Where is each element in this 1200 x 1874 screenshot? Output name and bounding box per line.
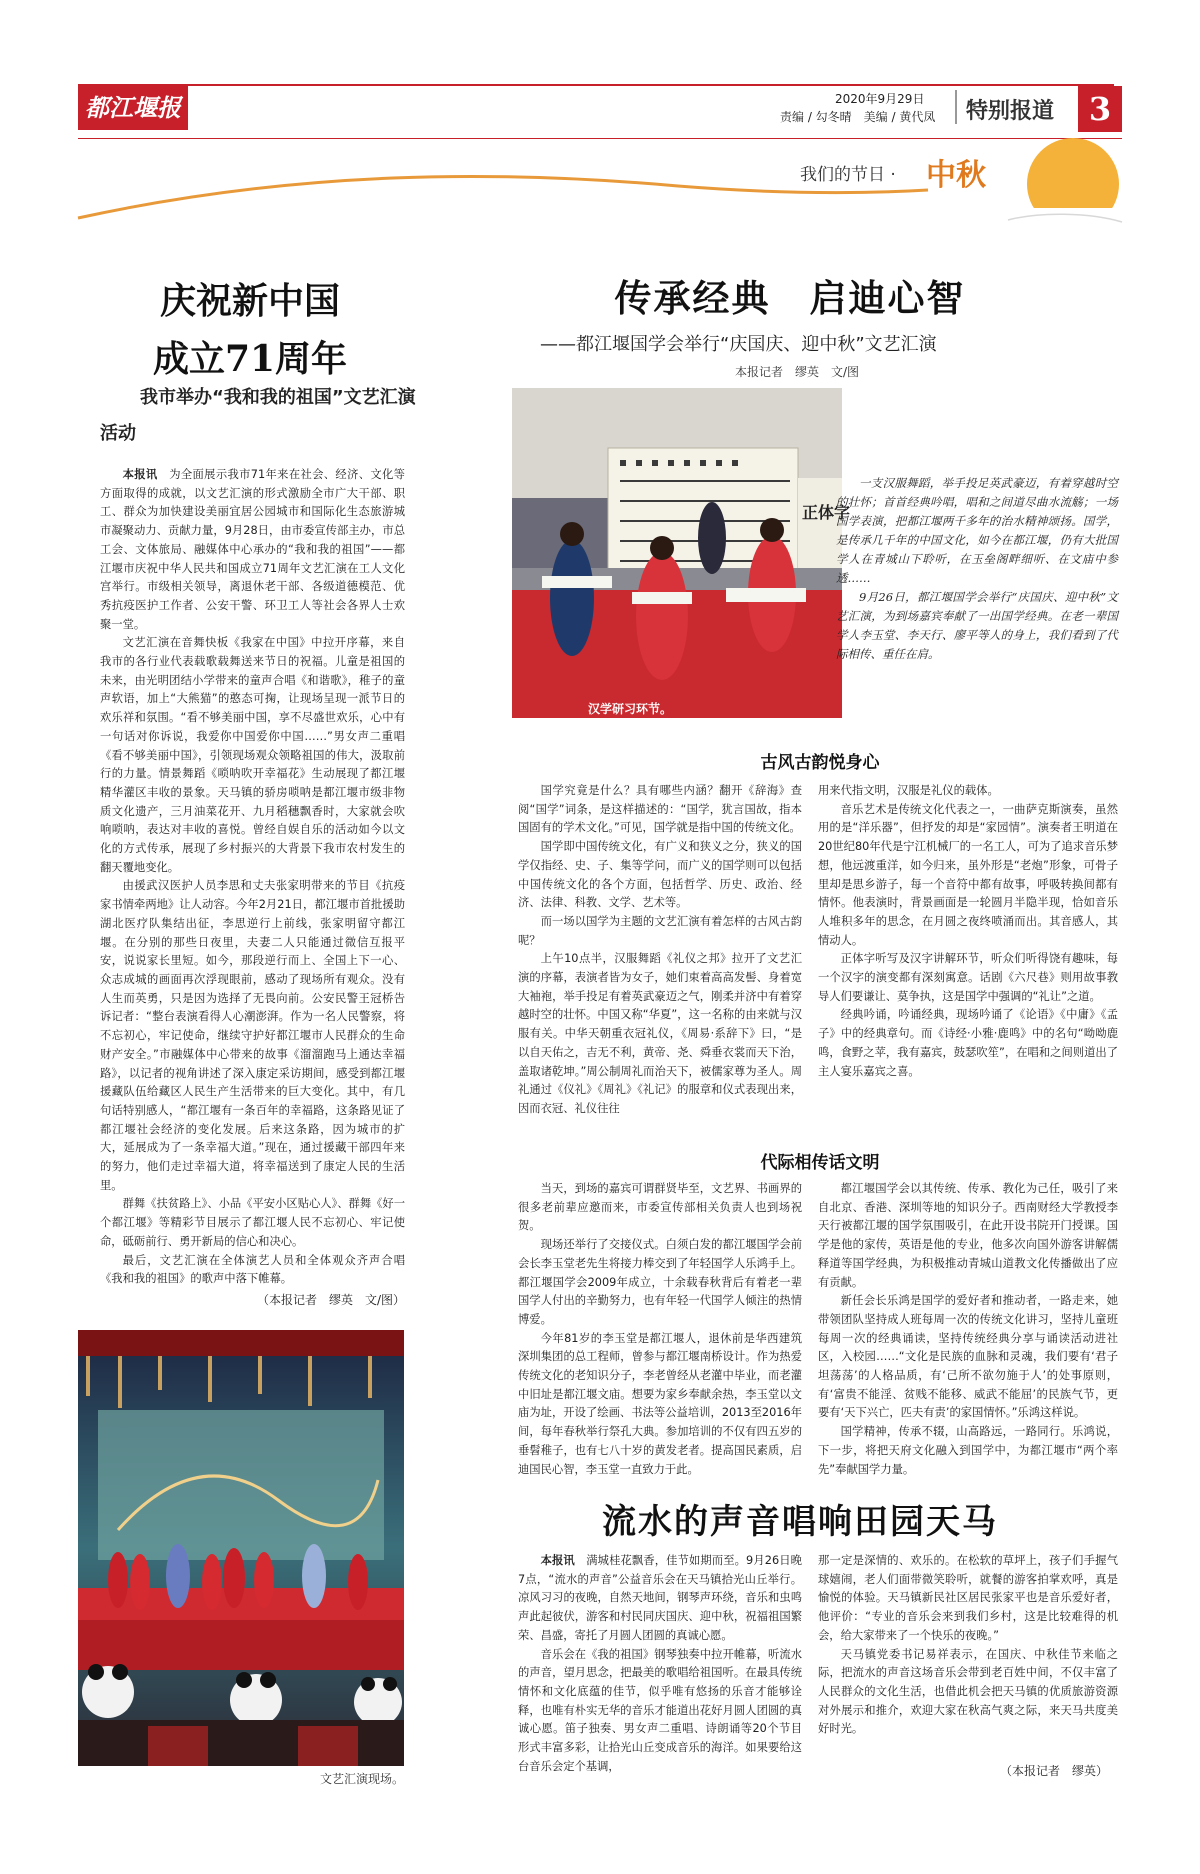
section1-col1	[518, 782, 802, 1119]
moon-mask	[1018, 208, 1122, 238]
section1-col1-p4: 上午10点半，汉服舞蹈《礼仪之邦》拉开了文艺汇演的序幕，表演者皆为女子，她们束着高高发髻、身着宽大袖袍，举手投足有着英武豪迈之气，刚柔并济中有着穿越时空的壮怀。中国又称“华夏”，这一名称的由来就与汉服有关。中华天朝重衣冠礼仪，《周易·系辞下》曰，“是以自天佑之，吉无不利，黄帝、尧、舜垂衣裳而天下治，盖取诸乾坤。”周公制周礼而治天下，被儒家尊为圣人。周礼通过《仪礼》《周礼》《礼记》的服章和仪式表现出来，因而衣冠、礼仪往往	[518, 952, 802, 1115]
left-title-line2: 成立71周年	[152, 338, 348, 380]
issue-date: 2020年9月29日	[835, 92, 925, 106]
section2-col2-p1: 都江堰国学会以其传统、传承、教化为己任，吸引了来自北京、香港、深圳等地的知识分子。西南财经大学教授李天行被都江堰的国学氛围吸引，在此开设书院开门授课。国学是他的家传，英语是他的专业，他多次向国外游客讲解儒释道等国学经典，为积极推动青城山道教文化传播做出了应有贡献。	[818, 1182, 1118, 1289]
section1-col1-p3: 而一场以国学为主题的文艺汇演有着怎样的古风古韵呢？	[518, 914, 802, 947]
section1-col2	[818, 782, 1118, 1081]
section1-col2-p4: 经典吟诵，吟诵经典，现场吟诵了《论语》《中庸》《孟子》中的经典章句。而《诗经·小雅·鹿鸣》中的名句“呦呦鹿鸣，食野之苹，我有嘉宾，鼓瑟吹笙”，在唱和之间则道出了主人宴乐嘉宾之喜。	[818, 1008, 1118, 1078]
main-article-lede	[836, 474, 1118, 664]
left-article-credit: （本报记者 缪英 文/图）	[256, 1292, 405, 1307]
main-article-subtitle: ——都江堰国学会举行“庆国庆、迎中秋”文艺汇演	[540, 334, 937, 355]
main-article-byline: 本报记者 缪英 文/图	[735, 365, 860, 379]
issue-editors: 责编 / 勾冬晴 美编 / 黄代凤	[780, 110, 936, 124]
left-article-body	[100, 466, 405, 1310]
section1-col2-p1: 用来代指文明，汉服是礼仪的载体。	[818, 784, 999, 797]
page-number: 3	[1078, 86, 1122, 132]
section2-col2-p2: 新任会长乐鸿是国学的爱好者和推动者，一路走来，她带领团队坚持成人班每周一次的传统文化讲习，坚持儿童班每周一次的经典诵读，坚持传统经典分享与诵读活动进社区，入校园……“文化是民族的血脉和灵魂，我们要有‘君子坦荡荡’的人格品质，有‘己所不欲勿施于人’的处事原则，有‘富贵不能淫、贫贱不能移、威武不能屈’的民族气节，更要有‘天下兴亡，匹夫有责’的家国情怀。”乐鸿这样说。	[818, 1294, 1118, 1420]
bottom-col1-p1: 本报讯 满城桂花飘香，佳节如期而至。9月26日晚7点，“流水的声音”公益音乐会在天马镇拾光山丘举行。凉风习习的夜晚，自然天地间，钢琴声环绕，音乐和虫鸣声此起彼伏，游客和村民同庆国庆、迎中秋，祝福祖国繁荣、昌盛，寄托了月圆人团圆的真诚心愿。	[518, 1554, 802, 1642]
calligraphy-photo	[512, 388, 851, 718]
masthead-rule	[78, 84, 1114, 86]
bottom-col1-p2: 音乐会在《我的祖国》钢琴独奏中拉开帷幕，听流水的声音，望月思念，把最美的歌唱给祖国听。在最具传统情怀和文化底蕴的佳节，似乎唯有悠扬的乐音才能够诠释，也唯有朴实无华的音乐才能道出花好月圆人团圆的真诚心愿。笛子独奏、男女声二重唱、诗朗诵等20个节目形式丰富多彩，让拾光山丘变成音乐的海洋。如果要给这台音乐会定个基调，	[518, 1647, 802, 1773]
section2-heading: 代际相传话文明	[760, 1153, 880, 1173]
section1-col2-p3: 正体字听写及汉字讲解环节，听众们听得饶有趣味，每一个汉字的演变都有深刻寓意。话剧《六尺巷》则用故事教导人们要谦让、莫争执，这是国学中强调的“礼让”之道。	[818, 952, 1118, 1003]
calligraphy-photo-image	[512, 388, 851, 718]
left-paragraph-1: 本报讯 为全面展示我市71年来在社会、经济、文化等方面取得的成就，以文艺汇演的形式激励全市广大干部、职工、群众为加快建设美丽宜居公园城市和国际化生态旅游城市凝聚动力、贡献力量，9月28日，由市委宣传部主办，市总工会、文体旅局、融媒体中心承办的“我和我的祖国”——都江堰市庆祝中华人民共和国成立71周年文艺汇演在工人文化宫举行。市级相关领导，离退休老干部、各级道德模范、优秀抗疫医护工作者、公安干警、环卫工人等社会各界人士欢聚一堂。	[100, 468, 405, 631]
news-tag-bottom: 本报讯	[540, 1554, 575, 1567]
section2-col2-p3: 国学精神，传承不辍，山高路远，一路同行。乐鸿说，下一步，将把天府文化融入到国学中，为都江堰市“两个率先”奉献国学力量。	[818, 1425, 1118, 1476]
bottom-article-credit: （本报记者 缪英）	[1000, 1764, 1109, 1778]
bottom-article-col2	[818, 1552, 1118, 1739]
section-name: 特别报道	[966, 99, 1055, 124]
bottom-col2-p2: 天马镇党委书记易祥表示，在国庆、中秋佳节来临之际，把流水的声音这场音乐会带到老百姓中间，不仅丰富了人民群众的文化生活，也借此机会把天马镇的优质旅游资源对外展示和推介，欢迎大家在秋高气爽之际，来天马共度美好时光。	[818, 1647, 1118, 1736]
section2-col1-p1: 当天，到场的嘉宾可谓群贤毕至，文艺界、书画界的很多老前辈应邀而来，市委宣传部相关负责人也到场祝贺。	[518, 1182, 802, 1233]
main-article-title: 传承经典 启迪心智	[614, 276, 966, 320]
section2-col1-p3: 今年81岁的李玉堂是都江堰人，退休前是华西建筑深圳集团的总工程师，曾参与都江堰南桥设计。作为热爱传统文化的老知识分子，李老曾经从老灌中毕业，而老灌中旧址是都江堰文庙。想要为家乡奉献余热，李玉堂以文庙为址，开设了绘画、书法等公益培训，2013至2016年间，每年春秋举行祭孔大典。参加培训的不仅有四五岁的垂髫稚子，也有七八十岁的黄发老者。提高国民素质，启迪国民心智，李玉堂一直致力于此。	[518, 1331, 802, 1476]
bottom-col2-p1: 那一定是深情的、欢乐的。在松软的草坪上，孩子们手握气球嬉闹，老人们面带微笑聆听，就餐的游客拍掌欢呼，真是愉悦的体验。天马镇新民社区居民张家平也是音乐爱好者，他评价：“专业的音乐会来到我们乡村，这是比较难得的机会，给大家带来了一个快乐的夜晚。”	[818, 1554, 1118, 1642]
section1-heading: 古风古韵悦身心	[760, 753, 880, 773]
left-article-title	[120, 272, 380, 388]
section2-col2	[818, 1180, 1118, 1479]
section1-col1-p1: 国学究竟是什么？具有哪些内涵？翻开《辞海》查阅“国学”词条，是这样描述的：“国学，犹言国故，指本国固有的学术文化。”可见，国学就是指中国的传统文化。	[518, 784, 802, 835]
lede-paragraph-1: 一支汉服舞蹈，举手投足英武豪迈，有着穿越时空的壮怀；首首经典吟唱，唱和之间道尽曲水流觞；一场国学表演，把都江堰两千多年的治水精神颂扬。国学，是传承几千年的中国文化，如今在都江堰，仍有大批国学人在青城山下聆听，在玉垒阁畔细听、在文庙中参透……	[836, 476, 1118, 585]
banner-in-photo: 正体字	[802, 503, 851, 522]
left-paragraph-2: 文艺汇演在音舞快板《我家在中国》中拉开序幕，来自我市的各行业代表载歌载舞送来节日的祝福。儿童是祖国的未来，由光明团结小学带来的童声合唱《和谐歌》，稚子的童声软语，加上“大熊猫”的憨态可掬，让现场呈现一派节日的欢乐祥和氛围。“看不够美丽中国，享不尽盛世欢乐，心中有一句话对你诉说，我爱你中国爱你中国……”男女声二重唱《看不够美丽中国》，引领现场观众领略祖国的伟大，汲取前行的力量。情景舞蹈《唢呐吹开幸福花》生动展现了都江堰精华灌区丰收的景象。天马镇的骄房唢呐是都江堰市级非物质文化遗产，三月油菜花开、九月稻穗飘香时，大家就会吹响唢呐，表达对丰收的喜悦。曾经自娱自乐的活动如今以文化的方式传承，展现了乡村振兴的大背景下我市农村发生的翻天覆地变化。	[100, 636, 405, 874]
section2-col1	[518, 1180, 802, 1479]
section1-col2-p2: 音乐艺术是传统文化代表之一，一曲萨克斯演奏，虽然用的是“洋乐器”，但抒发的却是“家园情”。演奏者王明道在20世纪80年代是宁江机械厂的一名工人，可为了追求音乐梦想，他远渡重洋，如今归来，虽外形是“老炮”形象，可骨子里却是思乡游子，每一个音符中都有故事，呼吸转换间都有情怀。他表演时，背景画面是一轮圆月半隐半现，恰如音乐人堆积多年的思念，在月圆之夜终喷涌而出。其音感人，其情动人。	[818, 802, 1118, 947]
left-paragraph-3: 由援武汉医护人员李思和丈夫张家明带来的节目《抗疫家书情牵两地》让人动容。今年2月21日，都江堰市首批援助湖北医疗队集结出征，李思逆行上前线，张家明留守都江堰。在分别的那些日夜里，夫妻二人只能通过微信互报平安，说说家长里短。如今，那段逆行而上、全国上下一心、众志成城的画面再次浮现眼前，感动了现场所有观众。没有人生而英勇，只是因为选择了无畏向前。公安民警王冠桥告诉记者：“整台表演看得人心潮澎湃。作为一名人民警察，将不忘初心，牢记使命，继续守护好都江堰市人民群众的生命财产安全。”市融媒体中心带来的故事《溜溜跑马上通达幸福路》，以记者的视角讲述了深入康定采访期间，感受到都江堰援藏队伍给藏区人民生产生活带来的巨大变化。其中，有几句话特别感人，“都江堰有一条百年的幸福路，这条路见证了都江堰社会经济的变化发展。后来这条路，因为城市的扩大，延展成为了一条幸福大道。”现在，通过援藏干部四年来的努力，他们走过幸福大道，将幸福送到了康定人民的生活里。	[100, 879, 405, 1192]
left-title-line1: 庆祝新中国	[159, 280, 340, 322]
performance-photo	[78, 1330, 404, 1766]
newspaper-logo: 都江堰报	[78, 86, 188, 130]
bottom-article-col1	[518, 1552, 802, 1776]
section1-col1-p2: 国学即中国传统文化，有广义和狭义之分，狭义的国学仅指经、史、子、集等学问，而广义的国学则可以包括中国传统文化的各个方面，包括哲学、历史、政治、经济、法律、科教、文学、艺术等。	[518, 840, 802, 910]
festival-label: 我们的节日 ·	[800, 165, 896, 185]
bottom-article-title: 流水的声音唱响田园天马	[602, 1502, 998, 1542]
header-rule	[78, 138, 1122, 139]
masthead-divider	[955, 90, 957, 124]
lede-paragraph-2: 9月26日，都江堰国学会举行“庆国庆、迎中秋”文艺汇演，为到场嘉宾奉献了一出国学经典。在老一辈国学人李玉堂、李天行、廖平等人的身上，我们看到了代际相传、重任在肩。	[836, 590, 1118, 661]
performance-photo-caption: 文艺汇演现场。	[319, 1772, 404, 1786]
news-tag: 本报讯	[122, 468, 158, 481]
calligraphy-photo-caption: 汉学研习环节。	[588, 702, 673, 716]
festival-name: 中秋	[926, 158, 986, 193]
left-paragraph-5: 最后，文艺汇演在全体演艺人员和全体观众齐声合唱《我和我的祖国》的歌声中落下帷幕。	[100, 1253, 405, 1286]
left-article-subtitle: 我市举办“我和我的祖国”文艺汇演活动	[100, 387, 416, 444]
performance-photo-image	[78, 1330, 404, 1766]
left-paragraph-4: 群舞《扶贫路上》、小品《平安小区贴心人》、群舞《好一个都江堰》等精彩节目展示了都江堰人民不忘初心、牢记使命，砥砺前行、勇开新局的信心和决心。	[100, 1197, 406, 1248]
section2-col1-p2: 现场还举行了交接仪式。白须白发的都江堰国学会前会长李玉堂老先生将接力棒交到了年轻国学人乐鸿手上。都江堰国学会2009年成立，十余载春秋背后有着老一辈国学人付出的辛勤努力，也有年轻一代国学人倾注的热情博爱。	[518, 1238, 802, 1326]
